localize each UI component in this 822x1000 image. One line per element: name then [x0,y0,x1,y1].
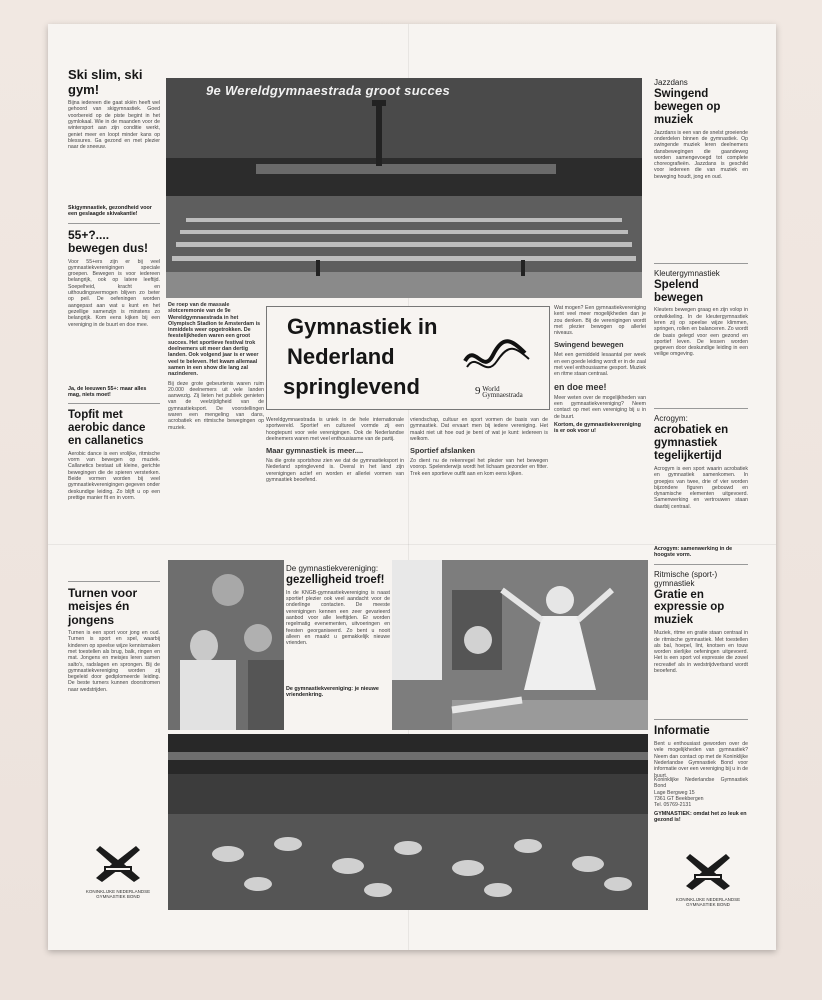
col3 [554,302,646,560]
divider [68,403,160,404]
right-column [654,78,748,848]
kicker-acrogym: Acrogym: [654,414,688,424]
bottom-photo-stadium [168,734,648,910]
mid-headline: gezelligheid troef! [286,574,385,586]
gymnaestrada-ribbon-icon [459,337,533,377]
col3-tagline: Kortom, de gymnastiekvereniging is er ook voor u! [554,421,641,435]
col3-sub1: Swingend bewegen [554,340,624,350]
intro-right [410,414,548,560]
photo-caption: 9e Wereldgymnaestrada groot succes [206,83,451,98]
body-kleuter: Kleuters bewegen graag en zijn volop in ontwikkeling. In de kleutergymnastiek leren zij op speelse wijze klimmen, springen, rollen en balanceren. Zo wordt de basis gelegd voor een gezond en sportief leven. De lessen worden gegeven door deskundige leiding in een veilige omgeving. [654,307,748,358]
divider [654,263,748,264]
photo-ball-dancers [168,560,284,730]
tagline-informatie: GYMNASTIEK: omdat het zo leuk en gezond is! [654,810,747,823]
body-aerobic: Aerobic dance is een vrolijke, ritmische vorm van bewegen op muziek. Callanetics bestaat uit kleine, gerichte bewegingen die de spieren versterken. Beide vormen worden bij veel gymnastiekverenigingen gegeven onder deskundige leiding. Zo blijft u op een prettige manier fit en in vorm. [68,450,160,501]
address-line-3: 7361 GT Beekbergen [654,795,704,802]
body-ski: Bijna iedereen die gaat skiën heeft wel gehoord van skigymnastiek. Goed voorbereid op de piste begint in het gymlokaal. Wie in de maanden voor de wintersport aan zijn conditie werkt, geniet meer en loopt minder kans op blessures. Ga gezond en met plezier naar de sneeuw. [68,100,160,151]
intro-mid [266,414,404,560]
kicker-ritmisch: Ritmische (sport-) gymnastiek [654,569,718,588]
intro-right-body2: Zo dient nu de rekenregel het plezier van het bewegen voorop. Spelenderwijs wordt het lichaam gezonder en fitter. Trek een sportieve outfit aan en kom eens kijken. [410,458,548,477]
masthead-line1: Gymnastiek in [287,314,438,339]
logo-word-2: Gymnaestrada [482,391,523,400]
masthead-line2: Nederland [287,344,395,369]
stadium-image [166,78,642,298]
headline-ski: Ski slim, ski gym! [68,67,143,97]
article-aerobic [68,409,160,576]
logo-right [668,850,748,910]
headline-acrogym: acrobatiek en gymnastiek tegelijkertijd [654,424,729,463]
body-informatie: Bent u enthousiast geworden over de vele mogelijkheden van gymnastiek? Neem dan contact op met de Koninklijke Nederlandse Gymnastiek Bond voor informatie over een vereniging bij u in de buurt. [654,741,748,779]
mid-kicker: De gymnastiekvereniging: [286,564,379,573]
intro-mid-body2: Na die grote sportshow zien we dat de gymnastieksport in Nederland springlevend is. Overal in het land zijn verenigingen actief en worden er allerlei vormen van gymnastiek beoefend. [266,458,404,484]
headline-aerobic: Topfit met aerobic dance en callanetics [68,409,146,447]
intro-right-body1: vriendschap, cultuur en sport vormen de basis van de gymnastiek. Dat ervaart men bij iedere vereniging. Het maakt niet uit hoe oud je bent of wat je kunt: iedereen is welkom. [410,417,548,442]
article-jazzdans [654,78,748,258]
logo-number: 9 [475,385,481,397]
headline-ritmisch: Gratie en expressie op muziek [654,588,725,627]
divider [654,564,748,565]
body-55plus: Voor 55+ers zijn er bij veel gymnastiekverenigingen speciale groepen. Bewegen is voor iedereen belangrijk, ook op latere leeftijd. Soepelheid, kracht en uithoudingsvermogen blijven zo beter op peil. De oefeningen worden aangepast aan wat u kunt en het gezellige samenzijn is minstens zo belangrijk. Kom eens kijken bij een vereniging in de buurt en doe mee. [68,258,160,328]
mid-article [286,564,390,730]
logo-text: KONINKLIJKE NEDERLANDSE GYMNASTIEK BOND [675,897,741,907]
headline-turnen: Turnen voor meisjes én jongens [68,585,138,627]
ball-dancers-image [168,560,284,730]
headline-kleuter: Spelend bewegen [654,278,704,304]
kicker-jazzdans: Jazzdans [654,78,688,87]
kicker-kleuter: Kleutergymnastiek [654,268,720,278]
body-ritmisch: Muziek, ritme en gratie staan centraal in de ritmische gymnastiek. Met toestellen als bal, hoepel, lint, knotsen en touw worden sierlijke oefeningen uitgevoerd. Het is een sport vol expressie die zowel recreatief als in wedstrijdverband wordt beoefend. [654,630,748,674]
divider [654,408,748,409]
headline-jazzdans: Swingend bewegen op muziek [654,88,721,126]
mid-tagline: De gymnastiekvereniging: je nieuwe vriendenkring. [286,685,379,699]
article-turnen [68,587,160,770]
body-turnen: Turnen is een sport voor jong en oud. Turnen is sport en spel, waarbij kinderen op speelse wijze kennismaken met toestellen als brug, balk, ringen en mat. Jongens en meisjes leren samen salto's, radslagen en sprongen. Bij de gymnastiekvereniging worden zij begeleid door gediplomeerde leiding. De beste turners kunnen doorstromen naar wedstrijden. [68,630,160,693]
tagline-55plus: Ja, de leeuwen 55+: maar alles mag, niets moet! [68,385,147,398]
divider [68,223,160,224]
body-jazzdans: Jazzdans is een van de snelst groeiende onderdelen binnen de gymnastiek. Op swingende muziek leren deelnemers dansbewegingen die gaandeweg worden samengevoegd tot complete choreografieën. Jazzdans is geschikt voor iedereen die van muziek en beweging houdt, jong en oud. [654,129,748,180]
logo-text: KONINKLIJKE NEDERLANDSE GYMNASTIEK BOND [85,889,151,899]
article-ski [68,68,160,218]
address-line-2: Lage Bergweg 15 [654,789,695,796]
phone-number: Tel. 05769-2131 [654,802,692,809]
masthead-line3: springlevend [283,374,420,399]
article-informatie [654,725,748,823]
kngb-logo-icon [78,842,158,884]
intro-body: Bij deze grote gebeurtenis waren ruim 20.000 deelnemers uit vele landen aanwezig. Zij lieten het publiek genieten van de veelzijdigheid van de gymnastieksport. De voorstellingen waren een mengeling van dans, acrobatiek en ritmische bewegingen op muziek. [168,380,264,431]
logo-left [78,842,158,902]
col3-intro: Wat mogen? Een gymnastiekvereniging kent veel meer mogelijkheden dan je zou denken. Bij de verenigingen wordt met plezier bewogen op allerlei niveaus. [554,305,646,337]
left-column [68,68,160,888]
article-55plus [68,229,160,398]
tagline-ski: Skigymnastiek, gezondheid voor een geslaagde skivakantie! [68,205,152,218]
col3-body2: Meer weten over de mogelijkheden van een gymnastiekvereniging? Neem contact op met een vereniging bij u in de buurt. [554,394,646,420]
article-ritmisch [654,570,748,715]
intro-mid-body1: Wereldgymnaestrada is uniek in de hele internationale sportwereld. Sportief en cultureel vormde zij een hoogtepunt voor vele verenigingen. Ook de Nederlandse deelnemers waren met veel enthousiasme van de partij. [266,417,404,442]
logo-word-1: World [482,385,500,394]
divider [654,719,748,720]
intro-lead: De roep van de massale slotceremonie van de 9e Wereldgymnaestrada in het Olympisch Stadion te Amsterdam is inmiddels weer opgetrokken. De feestelijkheden waren een groot succes. Het sportieve festival trok deelnemers uit meer dan dertig landen. Ook volgend jaar is er weer veel te beleven. Het kwam allemaal samen in een show die lang zal nazinderen. [168,302,261,378]
address-line-1: Koninklijke Nederlandse Gymnastiek Bond [654,777,748,790]
article-acrogym [654,414,748,558]
col3-sub2: en doe mee! [554,381,607,392]
headline-informatie: Informatie [654,725,710,738]
mid-body: In de KNGB-gymnastiekvereniging is naast sportief plezier ook veel aandacht voor de onderlinge contacten. De meeste verenigingen kennen een zeer gevarieerd aanbod voor alle leeftijden. Er worden regelmatig evenementen, uitvoeringen en feesten georganiseerd. Zo bent u nooit alleen en maakt u gemakkelijk nieuwe vrienden. [286,589,390,647]
kngb-logo-icon [668,850,748,892]
body-acrogym: Acrogym is een sport waarin acrobatiek en gymnastiek samenkomen. In groepjes van twee, drie of vier worden bijzondere figuren gebouwd en dynamische elementen uitgevoerd. Samenwerking en vertrouwen staan daarbij centraal. [654,466,748,510]
intro-right-sub: Sportief afslanken [410,446,476,456]
girl-gymnast-image [392,560,648,730]
gymnaestrada-logo-label [475,385,523,398]
newspaper-page [48,24,776,950]
headline-55plus: 55+?.... bewegen dus! [68,227,149,256]
divider [68,581,160,582]
intro-left [168,300,264,476]
article-kleuter [654,269,748,404]
top-photo-stadium [166,78,642,298]
col3-body1: Met een gemiddeld lesaantal per week en een goede leiding wordt er in de zaal met veel enthousiasme gesport. Muziek en ritme staan centraal. [554,352,646,378]
tagline-acrogym: Acrogym: samenwerking in de hoogste vorm. [654,546,733,559]
masthead [266,306,550,410]
photo-girl-gymnast [392,560,648,730]
intro-mid-sub: Maar gymnastiek is meer.... [266,446,364,456]
stadium-floor-image [168,734,648,910]
